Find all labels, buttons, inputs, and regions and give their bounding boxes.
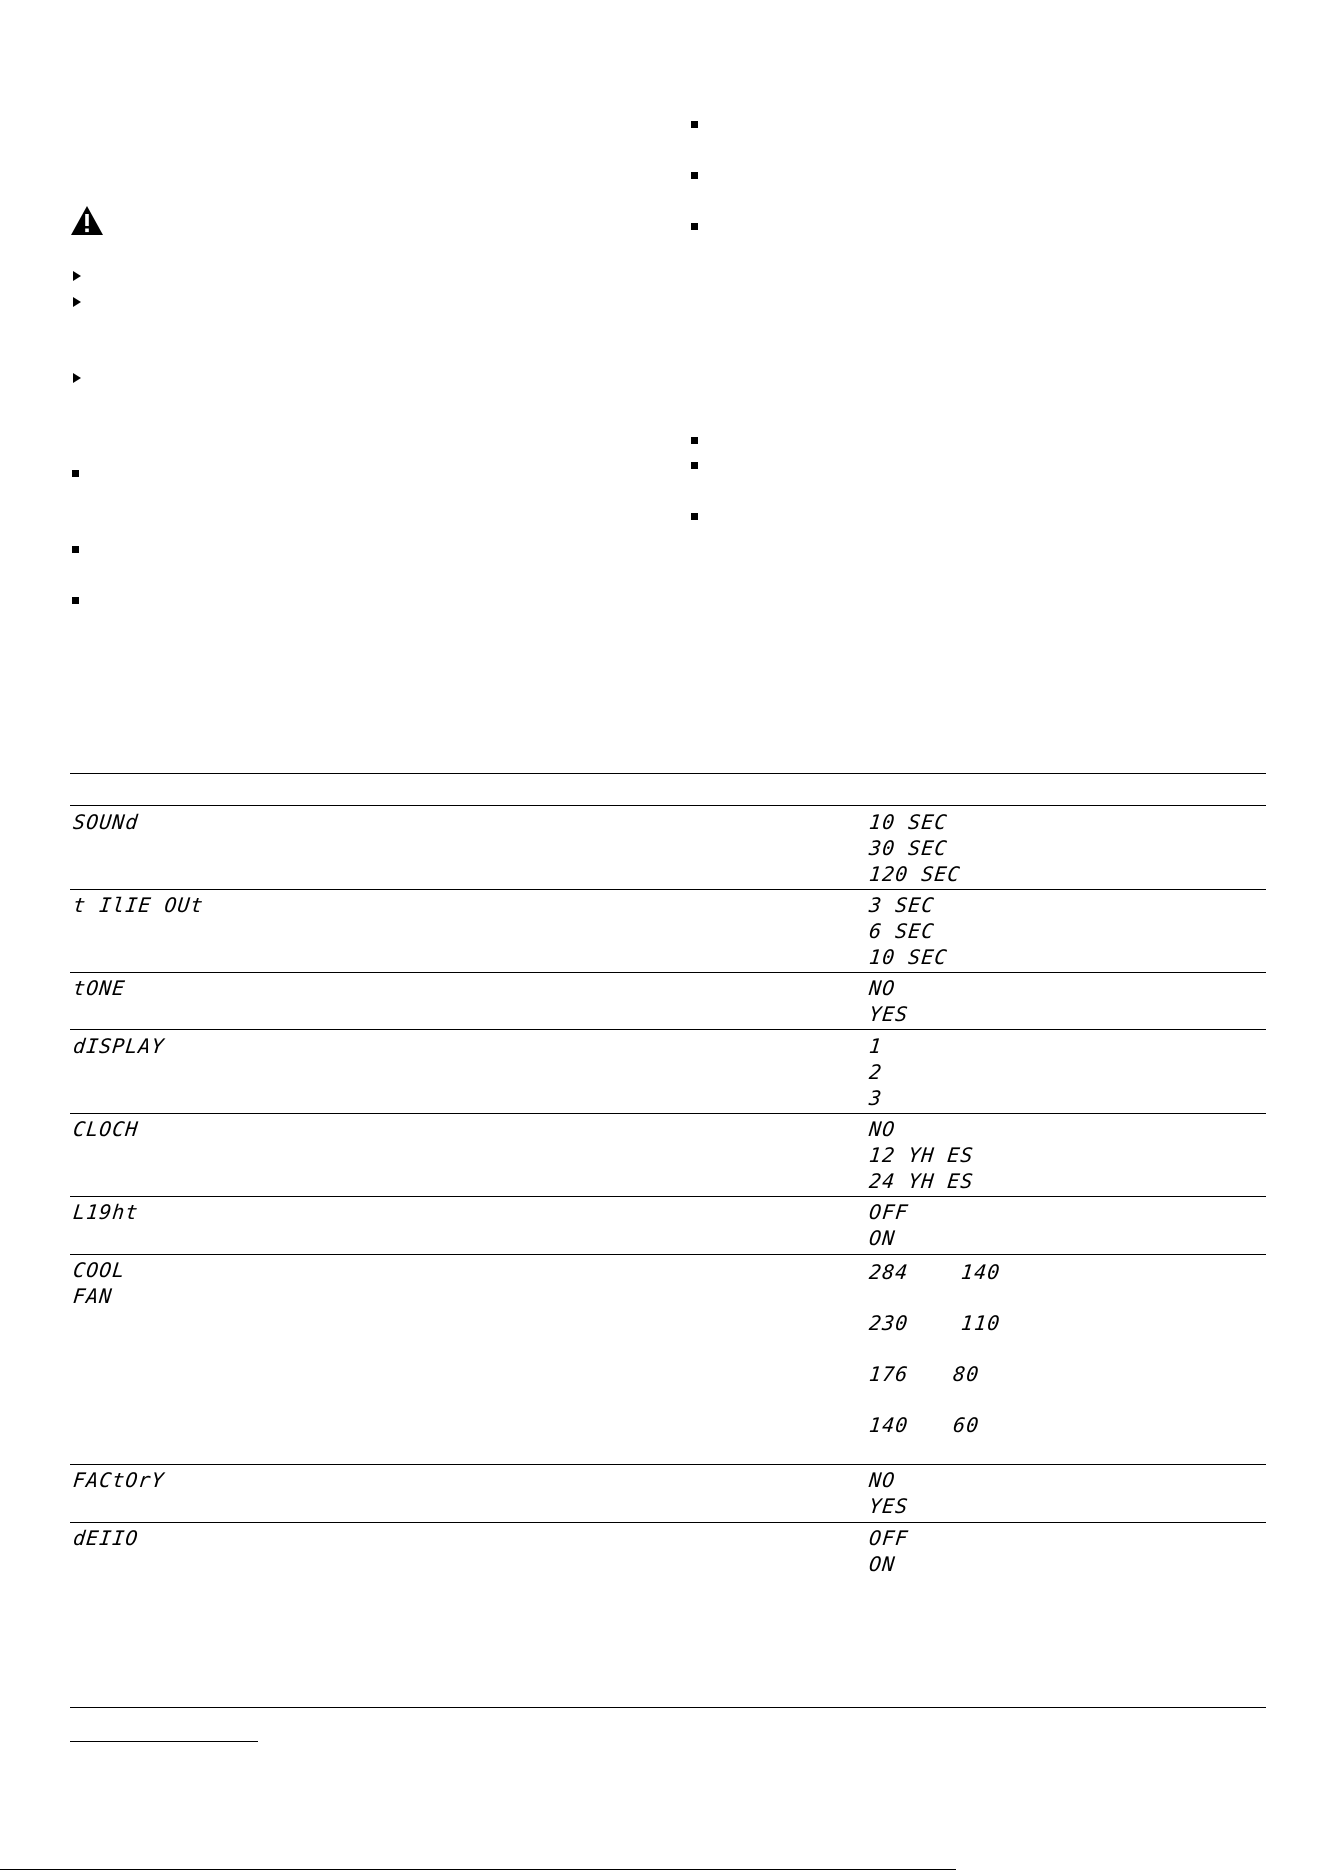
- setting-name: L19ht: [72, 1200, 140, 1224]
- table-row-divider: [70, 972, 1266, 973]
- square-bullet-icon: [72, 546, 79, 553]
- setting-option: YES: [868, 1494, 910, 1518]
- setting-option: 120 SEC: [868, 862, 962, 886]
- setting-option: 10 SEC: [868, 945, 949, 969]
- setting-option: YES: [868, 1002, 910, 1026]
- square-bullet-icon: [72, 597, 79, 604]
- table-row-divider: [70, 1254, 1266, 1255]
- footnote-rule: [70, 1741, 258, 1742]
- setting-name: t IlIE OUt: [72, 893, 205, 917]
- setting-name: dEIIO: [72, 1526, 140, 1550]
- warning-triangle-icon: [70, 205, 104, 236]
- page-bottom-rule: [0, 1869, 956, 1870]
- square-bullet-icon: [691, 462, 698, 469]
- table-row-divider: [70, 1196, 1266, 1197]
- setting-name: FACtOrY: [72, 1468, 166, 1492]
- arrow-bullet-icon: [73, 373, 81, 383]
- table-bottom-rule: [70, 1707, 1266, 1708]
- setting-option: ON: [868, 1552, 897, 1576]
- setting-name: COOL: [72, 1258, 127, 1282]
- setting-option: 3 SEC: [868, 893, 936, 917]
- setting-option: 1: [868, 1034, 884, 1058]
- fan-value-b: 80: [952, 1362, 981, 1386]
- setting-option: 10 SEC: [868, 810, 949, 834]
- table-top-rule: [70, 773, 1266, 774]
- square-bullet-icon: [691, 513, 698, 520]
- setting-option: 2: [868, 1060, 884, 1084]
- square-bullet-icon: [691, 172, 698, 179]
- fan-value-a: 230: [868, 1311, 910, 1335]
- setting-name: tONE: [72, 976, 127, 1000]
- table-row-divider: [70, 1029, 1266, 1030]
- setting-option: 24 YH ES: [868, 1169, 975, 1193]
- square-bullet-icon: [72, 470, 79, 477]
- setting-option: OFF: [868, 1526, 910, 1550]
- table-header-rule: [70, 805, 1266, 806]
- setting-name: dISPLAY: [72, 1034, 166, 1058]
- setting-option: NO: [868, 976, 897, 1000]
- table-row-divider: [70, 1522, 1266, 1523]
- setting-option: 6 SEC: [868, 919, 936, 943]
- square-bullet-icon: [691, 121, 698, 128]
- fan-value-b: 140: [960, 1260, 1002, 1284]
- fan-value-a: 140: [868, 1413, 910, 1437]
- table-row-divider: [70, 1113, 1266, 1114]
- fan-value-a: 176: [868, 1362, 910, 1386]
- square-bullet-icon: [691, 223, 698, 230]
- arrow-bullet-icon: [73, 297, 81, 307]
- setting-option: 30 SEC: [868, 836, 949, 860]
- setting-name: SOUNd: [72, 810, 140, 834]
- arrow-bullet-icon: [73, 271, 81, 281]
- fan-value-b: 110: [960, 1311, 1002, 1335]
- setting-option: OFF: [868, 1200, 910, 1224]
- setting-option: 12 YH ES: [868, 1143, 975, 1167]
- setting-option: 3: [868, 1086, 884, 1110]
- table-row-divider: [70, 889, 1266, 890]
- setting-option: NO: [868, 1468, 897, 1492]
- setting-option: NO: [868, 1117, 897, 1141]
- table-row-divider: [70, 1464, 1266, 1465]
- fan-value-a: 284: [868, 1260, 910, 1284]
- setting-option: ON: [868, 1226, 897, 1250]
- setting-name: CLOCH: [72, 1117, 140, 1141]
- fan-value-b: 60: [952, 1413, 981, 1437]
- setting-name-secondary: FAN: [72, 1284, 114, 1308]
- square-bullet-icon: [691, 437, 698, 444]
